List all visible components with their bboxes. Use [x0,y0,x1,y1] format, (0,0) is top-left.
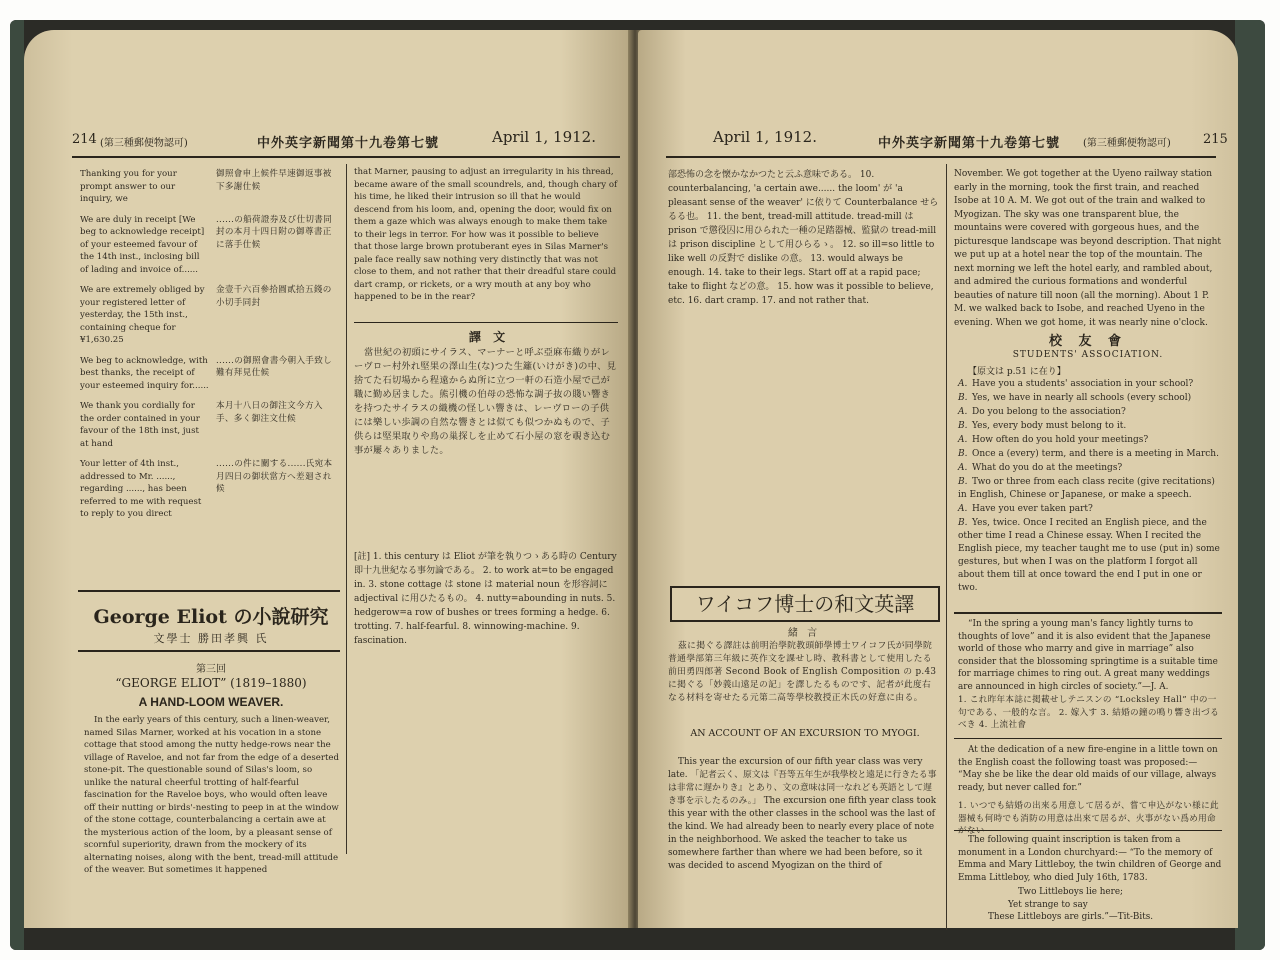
speaker-label: B. [958,393,968,403]
book [10,20,1265,950]
story-continuation [354,166,618,318]
dialog-line [958,448,1222,461]
letter-japanese: 御照會申上候件早速御返事被下多謝仕候 [216,169,332,192]
article-author: 文學士 勝田孝興 氏 [153,632,269,645]
letter-item [80,355,342,393]
letter-english: We thank you cordially for the order contained in your favour of the 18th inst, just at hand [80,401,200,449]
book-binding-right [1235,20,1265,950]
letter-japanese: ......の船荷證券及び仕切書同封の本月十四日附の御尊書正に落手仕候 [216,214,333,250]
inscription-paragraph: The following quaint inscription is taken from a monument in a London churchyard:— “To the memory of Emma and Mary Littleboy, the twin children of George and Emma Littleboy, who died July 16th, 1783. [958,835,1222,883]
fire-engine-paragraph: At the dedication of a new fire-engine in a little town on the English coast the following toast was proposed:— “May she be like the dear old maids of our village, always ready, but never called for.” [958,745,1218,793]
dialog-line [958,392,1222,405]
dialog-line [958,476,1222,502]
dialog-line [958,503,1222,516]
association-title: 校 友 會 [1048,334,1128,349]
section-rule [954,830,1222,831]
page-number: 215 [1203,132,1228,147]
dialog-text: What do you do at the meetings? [972,463,1123,473]
letter-japanese: ......の件に關する......氏宛本月四日の御状當方へ差廻され候 [216,459,333,494]
article-title: George Eliot の小說研究 [93,606,329,628]
left-page [24,30,634,928]
dialog-text: Two or three from each class recite (give recitations) in English, Chinese or Japanese, or make a speech. [958,477,1215,500]
section-rule [954,612,1222,614]
dialog-text: Do you belong to the association? [972,407,1126,417]
letter-english: We beg to acknowledge, with best thanks, the receipt of your esteemed inquiry for...... [80,355,209,391]
speaker-label: A. [958,407,968,417]
excursion-title: AN ACCOUNT OF AN EXCURSION TO MYOGI. [690,728,920,739]
speaker-label: A. [958,504,968,514]
right-page [638,30,1238,928]
excursion-paragraph: This year the excursion of our fifth year class was very late. 「記者云く、原文は『吾等五年生が我學校と遠足に行きたる事は非常に遅かりき』とあり、文の意味は同一なれども英語として遅き事を示したるのみ。」 The excursion one fifth year class took this year with the other classes in the school was the last of the kind. We had already been to nearly every place of note in the neighborhood. We asked the teacher to take us somewhere farther than where we had been before, so it was decided to ascend Myogizan on the third of [668,757,937,871]
issue-date: April 1, 1912. [713,128,817,146]
spring-paragraph-block [958,618,1222,690]
spring-footnotes [958,694,1222,734]
notes-paragraph: [註] 1. this century は Eliot が筆を執りつゝある時の Century 即十九世紀なる事勿論である。 2. to work at=to be engaged in. 3. stone cottage は stone は material noun を形容詞に adjectival に用ひたるもの。 4. nutty=abounding in nuts. 5. hedgerow=a row of bushes or trees forming a hedge. 6. trotting. 7. half-fearful. 8. winnowing-machine. 9. fascination. [354,552,617,646]
right-page-header [668,128,1228,154]
postal-permit: (第三種郵便物認可) [100,138,188,149]
dialog-text: Yes, every body must belong to it. [972,421,1127,431]
poem-block [988,886,1218,930]
section-title: ワイコフ博士の和文英譯 [695,592,915,616]
association-subtitle: STUDENTS' ASSOCIATION. [1012,350,1164,360]
poem-line: These Littleboys are girls.”—Tit-Bits. [988,912,1154,922]
dialog-text: Yes, twice. Once I recited an English piece, and the other time I read a Chinese essay. When I recited the English piece, my teacher taught me to use (put in) some gestures, but when I was on the platform I forgot all about them till at once toward the end I put in one or two. [958,518,1220,593]
letters-column [80,168,342,528]
letter-item [80,458,342,521]
speaker-label: A. [958,463,968,473]
notes-paragraph: 部恐怖の念を懐かなかつたと云ふ意味である。 10. counterbalancing, 'a certain awe...... the loom' が 'a pleasant sense of the weaver' に依りて Counterbalance せらるる也。 11. the bent, tread-mill attitude. tread-mill は prison で懲役囚に用ひられた一種の足踏器械、監獄の tread-mill は prison discipline として用ひらるゝ。 12. so ill=so little to like well の反對で dislike の意。 13. would always be enough. 14. take to their legs. Start off at a rapid pace; take to flight などの意。 15. how was it possible to believe, etc. 16. dart cramp. 17. and not rather that. [668,170,939,306]
letter-japanese: ......の御照會書今朝入手致し難有拜見仕候 [216,355,333,378]
translation-heading: 譯 文 [468,330,510,344]
left-page-header [72,128,612,154]
poem-line: Two Littleboys lie here; [1018,887,1124,897]
dialog-line [958,378,1222,391]
dialog-line [958,517,1222,595]
dialog-line [958,406,1222,419]
dialog-text: Have you ever taken part? [972,504,1093,514]
dialog-list [958,378,1222,610]
preface-heading: 緒 言 [787,628,821,639]
letter-english: We are extremely obliged by your registered letter of yesterday, the 15th inst., containing cheque for ¥1,630.25 [80,285,205,345]
column-divider [946,164,947,930]
letter-japanese: 金壹千六百參拾圓貳拾五錢の小切手同封 [216,285,332,308]
postal-permit: (第三種郵便物認可) [1083,138,1171,149]
dialog-text: Have you a students' association in your school? [972,379,1194,389]
article-heading: A HAND-LOOM WEAVER. [138,695,284,709]
header-rule [666,156,1216,158]
section-title-box [670,586,940,622]
article-rule [78,590,340,592]
column-divider [346,164,347,854]
preface-body [668,640,940,724]
letter-item [80,400,342,450]
dialog-text: How often do you hold your meetings? [972,435,1149,445]
article-subtitle: “GEORGE ELIOT” (1819–1880) [115,676,307,690]
notes-continuation [668,168,940,580]
letter-item [80,168,342,206]
inscription-block [958,834,1222,886]
story-paragraph: that Marner, pausing to adjust an irregularity in his thread, became aware of the small scoundrels, and, though chary of his time, he liked their intrusion so ill that he would descend from his loom, and, opening the door, would fix on them a gaze which was always enough to make them take to their legs in terror. For how was it possible to believe that those large brown protuberant eyes in Silas Marner's pale face really saw nothing very distinctly that was not close to them, and not rather that their dreadful stare could dart cramp, or rickets, or a wry mouth at any boy who happened to be in the rear? [354,167,618,302]
excursion-continuation [954,168,1222,328]
header-rule [72,156,620,158]
page-number: 214 [72,132,97,147]
dialog-line [958,462,1222,475]
spring-paragraph: “In the spring a young man's fancy lightly turns to thoughts of love” and it is also evident that the Japanese world of those who marry and give in marriage” also consider that the blossoming springtime is a suitable time for marriage chimes to ring out. A great many weddings are announced in high circles of society.”—J. A. [958,619,1218,692]
speaker-label: B. [958,477,968,487]
book-binding-left [10,20,24,950]
fire-note-text: 1. いつでも結婚の出來る用意して居るが、嘗て申込がない様に此器械も何時でも消防の用意は出來て居るが、火事がない爲め用命がない [958,801,1219,836]
letter-item [80,284,342,347]
letter-english: We are duly in receipt [We beg to acknowledge receipt] of your esteemed favour of the 14th inst., inclosing bill of lading and invoice of...... [80,214,205,275]
speaker-label: B. [958,518,968,528]
letter-item [80,214,342,277]
fire-engine-note [958,800,1222,836]
excursion-body [668,756,940,930]
letter-english: Thanking you for your prompt answer to our inquiry, we [80,169,177,204]
speaker-label: A. [958,435,968,445]
notes-column [354,550,618,855]
article-body [84,714,340,875]
translation-rule [354,322,618,323]
journal-title: 中外英字新聞第十九卷第七號 [878,136,1061,151]
preface-paragraph: 茲に掲ぐる譯註は前明治學院教頭師學博士ワイコフ氏が同學院普通學部第三年級に英作文を課せし時、教科書として使用したる前田勇四郎著 Second Book of English Composition の p.43 に掲ぐる「妙義山遠足の記」を譯したるものです、記者が此度右なる材料を寄せたる元第二高等學校教授正木氏の好意に由る。 [668,641,937,703]
dialog-text: Yes, we have in nearly all schools (every school) [972,393,1192,403]
article-rule-bottom [78,650,340,652]
chapter-label: 第三回 [196,664,226,675]
fire-engine-block [958,744,1222,798]
dialog-text: Once a (every) term, and there is a meeting in March. [972,449,1219,459]
dialog-line [958,420,1222,433]
letter-english: Your letter of 4th inst., addressed to Mr. ......, regarding ......, has been referred to me with request to reply to you direct [80,459,202,519]
translation-column [354,346,618,546]
association-note: 【原文は p.51 に在り】 [968,367,1066,377]
issue-date: April 1, 1912. [492,128,596,146]
speaker-label: B. [958,449,968,459]
excursion-paragraph: November. We got together at the Uyeno railway station early in the morning, took the first train, and reached Isobe at 10 A. M. We got out of the train and walked to Myogizan. The sky was one transparent blue, the mountains were covered with gorgeous hues, and the picturesque landscape was beyond description. That night we put up at a hotel near the top of the mountain. The next morning we left the hotel early, and rambled about, and admired the curious formations and wonderful beauties of nature till noon (all the morning). About 1 P. M. we walked back to Isobe, and reached Uyeno in the evening. When we got home, it was nearly nine o'clock. [954,169,1222,328]
section-rule [954,738,1222,739]
speaker-label: B. [958,421,968,431]
article-paragraph: In the early years of this century, such a linen-weaver, named Silas Marner, worked at his vocation in a stone cottage that stood among the nutty hedge-rows near the village of Raveloe, and not far from the edge of a deserted stone-pit. The questionable sound of Silas's loom, so unlike the natural cheerful trotting of half-fearful fascination for the Raveloe boys, who would often leave off their nutting or birds'-nesting to peep in at the window of the stone cottage, counterbalancing a certain awe at the mysterious action of the loom, by a pleasant sense of scornful superiority, drawn from the mockery of its alternating noises, along with the bent, tread-mill attitude of the weaver. But sometimes it happened [84,715,339,875]
poem-line: Yet strange to say [1008,899,1088,910]
footnotes-text: 1. これ昨年本誌に掲載せしテニスンの “Locksley Hall” 中の一句である、一般的な言。 2. 嫁入す 3. 結婚の鐘の鳴り響き出づるべき 4. 上流社會 [958,695,1219,730]
translation-paragraph: 當世紀の初頭にサイラス、マーナーと呼ぶ亞麻布織りがレーヴロー村外れ堅果の澤山生(な)つた生籬(いけがき)の中、見捨てた石切場から程遠からぬ所に立つ一軒の石造小屋で己が職に勤め居ました。熊引機の伯母の恐怖な調子抜の賤い響きを持つたサイラスの織機の怪しい響きは、レーヴローの子供には樂しい歩調の自然な響きとは似ても似つかぬもので、子供らは堅果取りや鳥の巢探しを止めて石小屋の窓を覗き込む事が屢々ありました。 [354,347,617,456]
letter-japanese: 本月十八日の御注文今方入手、多く御注文仕候 [216,401,323,424]
speaker-label: A. [958,379,968,389]
journal-title: 中外英字新聞第十九卷第七號 [257,136,440,151]
dialog-line [958,434,1222,447]
